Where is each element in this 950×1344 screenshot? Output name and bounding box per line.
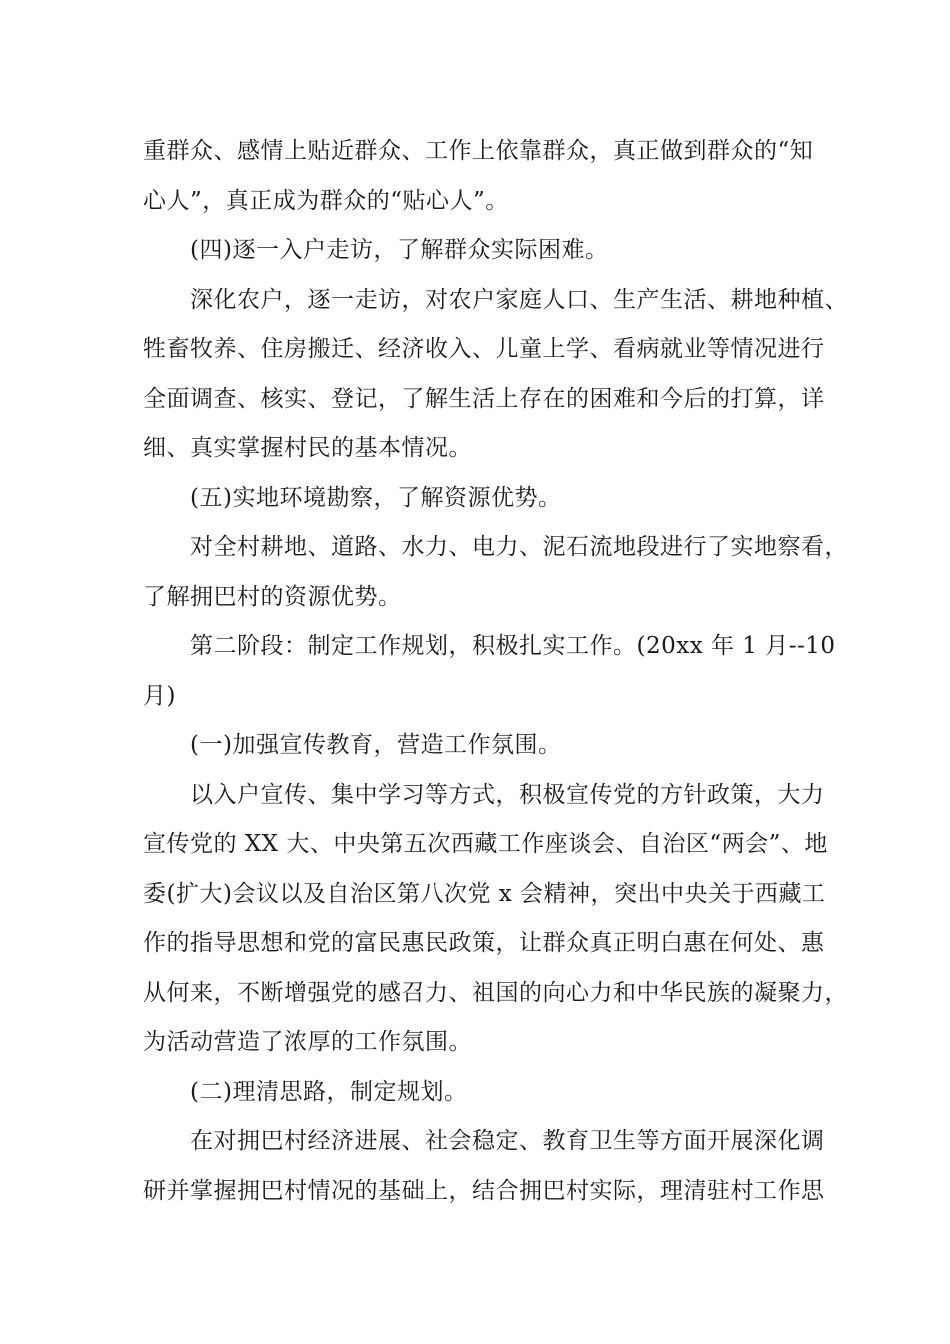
section-heading: (五)实地环境勘察，了解资源优势。: [190, 484, 562, 511]
text-line: 委(扩大)会议以及自治区第八次党 x 会精神，突出中央关于西藏工: [143, 880, 826, 907]
text-line: 作的指导思想和党的富民惠民政策，让群众真正明白惠在何处、惠: [143, 930, 825, 956]
section-heading: (二)理清思路，制定规划。: [190, 1078, 468, 1105]
text-line: 重群众、感情上贴近群众、工作上依靠群众，真正做到群众的“知: [143, 138, 814, 164]
text-line: 宣传党的 XX 大、中央第五次西藏工作座谈会、自治区“两会”、地: [143, 831, 828, 857]
section-heading: (一)加强宣传教育，营造工作氛围。: [190, 732, 562, 758]
document-body: [143, 127, 848, 1216]
section-heading: (四)逐一入户走访，了解群众实际困难。: [190, 237, 609, 263]
text-line: 月): [143, 682, 176, 709]
text-line: 了解拥巴村的资源优势。: [143, 583, 402, 610]
text-line: 心人”，真正成为群众的“贴心人”。: [143, 187, 509, 214]
text-line: 在对拥巴村经济进展、社会稳定、教育卫生等方面开展深化调: [190, 1128, 825, 1154]
text-line: 全面调查、核实、登记，了解生活上存在的困难和今后的打算，详: [143, 385, 825, 412]
text-line: 深化农户，逐一走访，对农户家庭人口、生产生活、耕地种植、: [190, 286, 848, 313]
text-line: 以入户宣传、集中学习等方式，积极宣传党的方针政策，大力: [190, 781, 825, 808]
text-line: 为活动营造了浓厚的工作氛围。: [143, 1029, 472, 1055]
text-line: 对全村耕地、道路、水力、电力、泥石流地段进行了实地察看，: [190, 534, 848, 560]
text-line: 研并掌握拥巴村情况的基础上，结合拥巴村实际，理清驻村工作思: [143, 1177, 825, 1204]
phase-heading: 第二阶段：制定工作规划，积极扎实工作。(20xx 年 1 月--10: [190, 633, 836, 659]
text-line: 细、真实掌握村民的基本情况。: [143, 435, 472, 461]
text-line: 从何来，不断增强党的感召力、祖国的向心力和中华民族的凝聚力，: [143, 979, 848, 1006]
text-line: 牲畜牧养、住房搬迁、经济收入、儿童上学、看病就业等情况进行: [143, 336, 825, 362]
